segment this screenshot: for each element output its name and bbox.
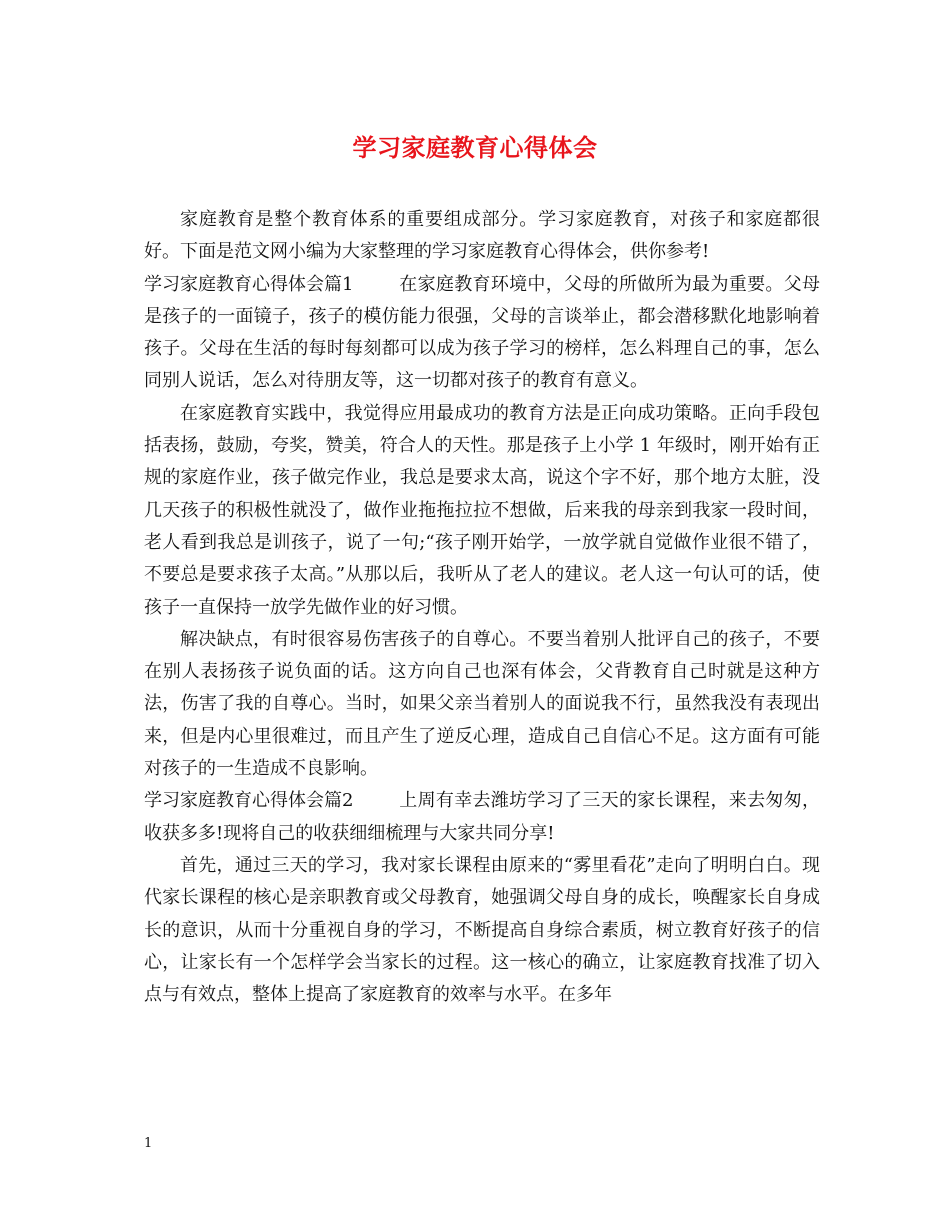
section-2-heading: 学习家庭教育心得体会篇2 — [144, 790, 354, 812]
section-1-lead: 在家庭教育环境中，父母的所做所为最为重要。父母是孩子的一面镜子，孩子的模仿能力很强，父母的言谈举止，都会潜移默化地影响着孩子。父母在生活的每时每刻都可以成为孩子学习的榜样，怎么料理自己的事，怎么同别人说话，怎么对待朋友等，这一切都对孩子的教育有意义。 — [144, 273, 820, 392]
section-1-paragraph — [144, 269, 820, 398]
section-1-body-paragraph: 解决缺点，有时很容易伤害孩子的自尊心。不要当着别人批评自己的孩子，不要在别人表扬孩子说负面的话。这方向自己也深有体会，父背教育自己时就是这种方法，伤害了我的自尊心。当时，如果父亲当着别人的面说我不行，虽然我没有表现出来，但是内心里很难过，而且产生了逆反心理，造成自己自信心不足。这方面有可能对孩子的一生造成不良影响。 — [144, 628, 820, 780]
section-1-body-paragraph: 在家庭教育实践中，我觉得应用最成功的教育方法是正向成功策略。正向手段包括表扬，鼓励，夸奖，赞美，符合人的天性。那是孩子上小学 1 年级时，刚开始有正规的家庭作业，孩子做完作业，我总是要求太高，说这个字不好，那个地方太脏，没几天孩子的积极性就没了，做作业拖拖拉拉不想做，后来我的母亲到我家一段时间，老人看到我总是训孩子，说了一句;“孩子刚开始学，一放学就自觉做作业很不错了，不要总是要求孩子太高。”从那以后，我听从了老人的建议。老人这一句认可的话，使孩子一直保持一放学先做作业的好习惯。 — [144, 402, 820, 618]
section-1-heading: 学习家庭教育心得体会篇1 — [144, 273, 354, 295]
section-2-body-paragraph: 首先，通过三天的学习，我对家长课程由原来的“雾里看花”走向了明明白白。现代家长课程的核心是亲职教育或父母教育，她强调父母自身的成长，唤醒家长自身成长的意识，从而十分重视自身的学习，不断提高自身综合素质，树立教育好孩子的信心，让家长有一个怎样学会当家长的过程。这一核心的确立，让家庭教育找准了切入点与有效点，整体上提高了家庭教育的效率与水平。在多年 — [144, 854, 820, 1006]
document-body — [144, 204, 820, 1011]
document-title: 学习家庭教育心得体会 — [352, 133, 598, 162]
section-2-lead: 上周有幸去潍坊学习了三天的家长课程，来去匆匆，收获多多!现将自己的收获细细梳理与大家共同分享! — [144, 790, 820, 844]
intro-paragraph: 家庭教育是整个教育体系的重要组成部分。学习家庭教育，对孩子和家庭都很好。下面是范文网小编为大家整理的学习家庭教育心得体会，供你参考! — [144, 209, 820, 263]
section-2-paragraph — [144, 785, 820, 850]
page-number: 1 — [144, 1136, 153, 1151]
